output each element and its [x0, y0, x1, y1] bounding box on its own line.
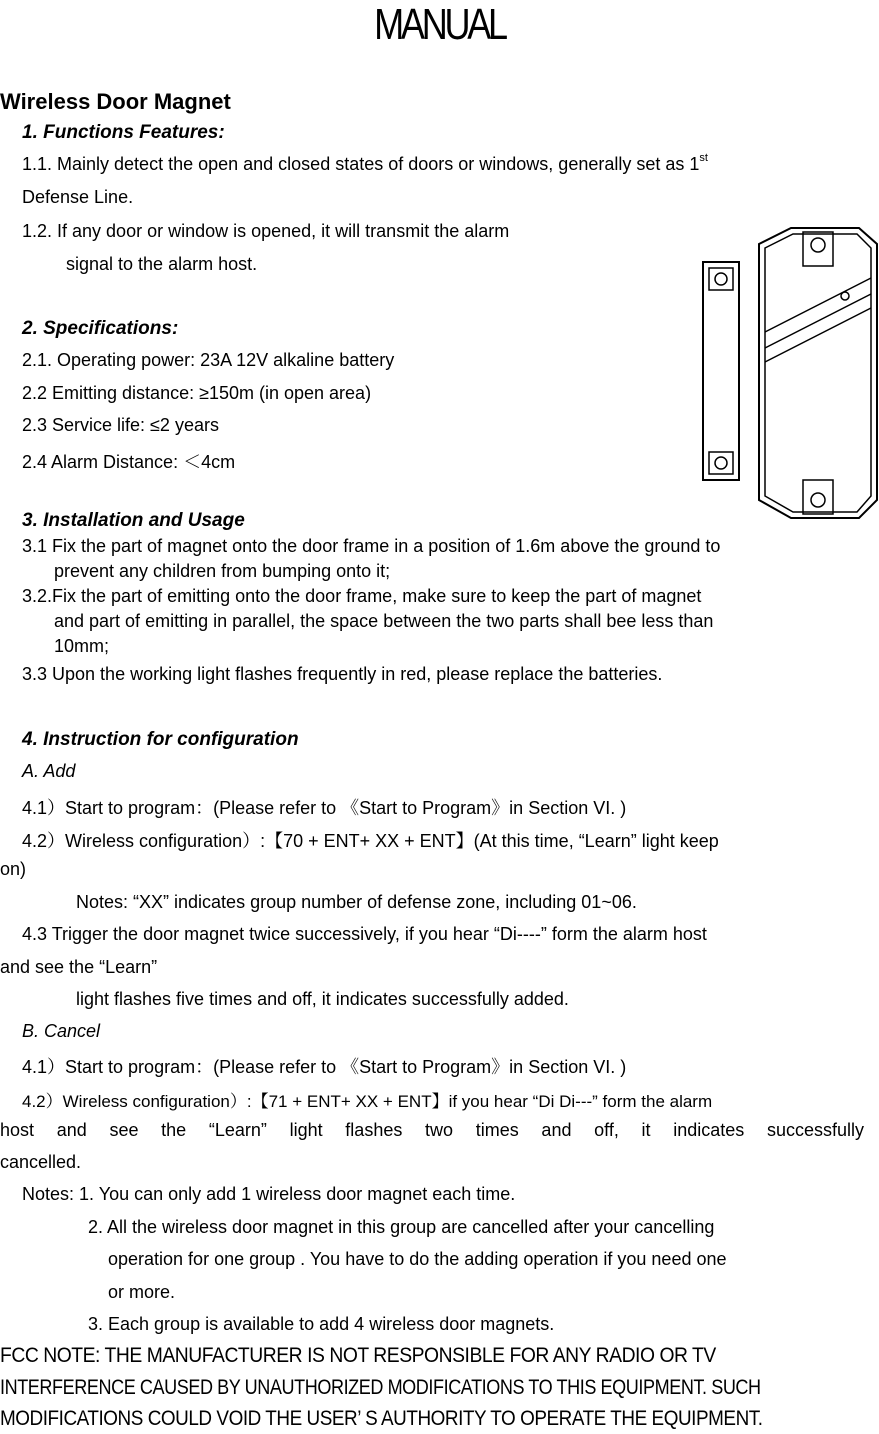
section-specs-title: 2. Specifications: — [22, 318, 179, 339]
config-cancel-step-2c: cancelled. — [0, 1152, 82, 1172]
install-item-1: 3.1 Fix the part of magnet onto the door frame in a position of 1.6m above the ground to — [22, 536, 721, 556]
section-install-title: 3. Installation and Usage — [22, 510, 245, 531]
config-add-step-1: 4.1）Start to program：(Please refer to 《Start to Program》in Section VI. ) — [22, 798, 627, 818]
config-note-2c: or more. — [108, 1282, 176, 1302]
fcc-note-line-2: INTERFERENCE CAUSED BY UNAUTHORIZED MODIFICATIONS TO THIS EQUIPMENT. SUCH — [0, 1376, 761, 1399]
features-line-1-text: 1.1. Mainly detect the open and closed states of doors or windows, generally set as 1 — [22, 154, 700, 174]
config-cancel-label: B. Cancel — [22, 1021, 101, 1041]
emitter-part — [759, 228, 877, 518]
fcc-note-line-1: FCC NOTE: THE MANUFACTURER IS NOT RESPONSIBLE FOR ANY RADIO OR TV — [0, 1344, 716, 1367]
config-note-1: Notes: 1. You can only add 1 wireless door magnet each time. — [22, 1184, 516, 1204]
config-note-2: 2. All the wireless door magnet in this group are cancelled after your cancelling — [88, 1217, 715, 1237]
install-item-2c: 10mm; — [54, 636, 110, 656]
features-line-2b: signal to the alarm host. — [66, 254, 258, 274]
spec-item: 2.1. Operating power: 23A 12V alkaline battery — [22, 350, 395, 370]
config-add-label: A. Add — [22, 761, 76, 781]
config-cancel-step-2: 4.2）Wireless configuration）:【71 + ENT+ XX + ENT】if you hear “Di Di---” form the alarm — [22, 1092, 713, 1111]
features-line-1-sup: st — [699, 152, 708, 164]
features-line-2: 1.2. If any door or window is opened, it will transmit the alarm — [22, 221, 510, 241]
install-item-3: 3.3 Upon the working light flashes frequently in red, please replace the batteries. — [22, 664, 663, 684]
config-cancel-step-2b: host and see the “Learn” light flashes two times and off, it indicates successfully — [0, 1120, 864, 1140]
page-title: MANUAL — [374, 0, 505, 49]
document-heading: Wireless Door Magnet — [0, 89, 231, 114]
config-note-2b: operation for one group . You have to do the adding operation if you need one — [108, 1249, 727, 1269]
config-add-step-2: 4.2）Wireless configuration）:【70 + ENT+ XX + ENT】(At this time, “Learn” light keep — [22, 831, 719, 851]
spec-item: 2.2 Emitting distance: ≥150m (in open area) — [22, 383, 372, 403]
section-config-title: 4. Instruction for configuration — [22, 729, 299, 750]
config-note-3: 3. Each group is available to add 4 wireless door magnets. — [88, 1314, 555, 1334]
features-line-1 — [22, 154, 708, 175]
config-add-step-2b: on) — [0, 859, 27, 879]
spec-item: 2.4 Alarm Distance: ＜4cm — [22, 452, 236, 472]
magnet-part — [703, 262, 739, 480]
fcc-note-line-3: MODIFICATIONS COULD VOID THE USER’ S AUTHORITY TO OPERATE THE EQUIPMENT. — [0, 1407, 763, 1430]
section-features-title: 1. Functions Features: — [22, 122, 225, 143]
install-item-2b: and part of emitting in parallel, the space between the two parts shall bee less than — [54, 611, 714, 631]
features-line-1b: Defense Line. — [22, 187, 134, 207]
config-add-step-3c: light flashes five times and off, it indicates successfully added. — [76, 989, 569, 1009]
config-add-note: Notes: “XX” indicates group number of defense zone, including 01~06. — [76, 892, 637, 912]
door-magnet-illustration — [695, 222, 879, 522]
config-add-step-3b: and see the “Learn” — [0, 957, 158, 977]
config-cancel-step-1: 4.1）Start to program：(Please refer to 《Start to Program》in Section VI. ) — [22, 1057, 627, 1077]
spec-item: 2.3 Service life: ≤2 years — [22, 415, 219, 435]
install-item-1b: prevent any children from bumping onto it; — [54, 561, 391, 581]
install-item-2: 3.2.Fix the part of emitting onto the door frame, make sure to keep the part of magnet — [22, 586, 702, 606]
config-add-step-3: 4.3 Trigger the door magnet twice successively, if you hear “Di----” form the alarm host — [22, 924, 707, 944]
